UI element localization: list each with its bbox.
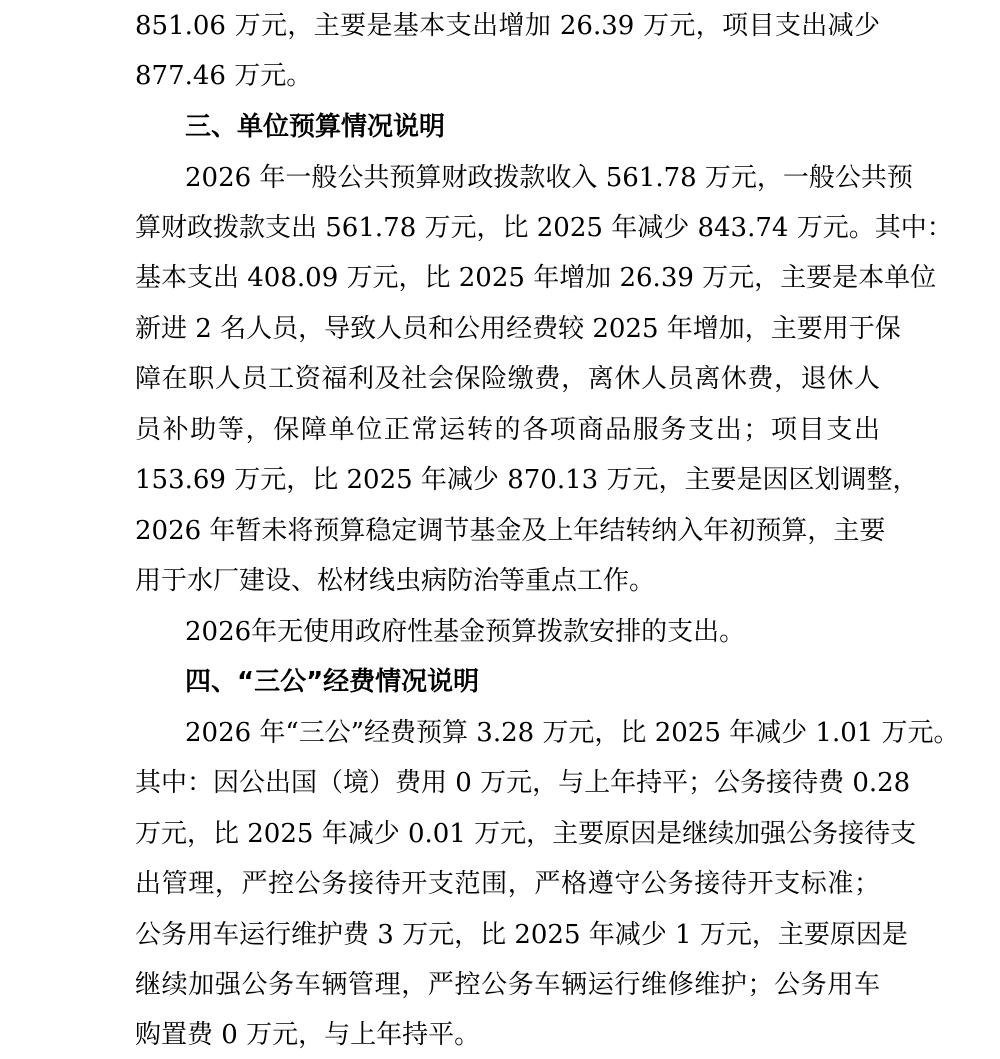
text-line: 新进 2 名人员，导致人员和公用经费较 2025 年增加，主要用于保 <box>135 314 901 344</box>
text-line: 万元，比 2025 年减少 0.01 万元，主要原因是继续加强公务接待支 <box>135 819 917 849</box>
text-line: 公务用车运行维护费 3 万元，比 2025 年减少 1 万元，主要原因是 <box>135 920 908 950</box>
text-line: 2026 年“三公”经费预算 3.28 万元，比 2025 年减少 1.01 万元。 <box>185 718 960 748</box>
text-line: 其中：因公出国（境）费用 0 万元，与上年持平；公务接待费 0.28 <box>135 768 911 798</box>
text-line: 877.46 万元。 <box>135 61 313 91</box>
text-line: 障在职人员工资福利及社会保险缴费，离休人员离休费，退休人 <box>135 364 880 394</box>
section-heading-three-public-expenses: 四、“三公”经费情况说明 <box>185 667 480 697</box>
text-line: 851.06 万元，主要是基本支出增加 26.39 万元，项目支出减少 <box>135 11 880 41</box>
text-line: 出管理，严控公务接待开支范围，严格遵守公务接待开支标准； <box>135 869 880 899</box>
text-line: 2026 年暂未将预算稳定调节基金及上年结转纳入年初预算，主要 <box>135 516 886 546</box>
section-heading-unit-budget: 三、单位预算情况说明 <box>185 112 446 142</box>
text-line: 基本支出 408.09 万元，比 2025 年增加 26.39 万元，主要是本单位 <box>135 263 937 293</box>
text-line: 员补助等，保障单位正常运转的各项商品服务支出；项目支出 <box>135 415 880 445</box>
text-line: 153.69 万元，比 2025 年减少 870.13 万元，主要是因区划调整， <box>135 465 919 495</box>
text-line: 用于水厂建设、松材线虫病防治等重点工作。 <box>135 566 656 596</box>
text-line: 算财政拨款支出 561.78 万元，比 2025 年减少 843.74 万元。其中： <box>135 213 953 243</box>
text-line: 购置费 0 万元，与上年持平。 <box>135 1020 481 1050</box>
text-line: 继续加强公务车辆管理，严控公务车辆运行维修维护；公务用车 <box>135 970 880 1000</box>
text-line: 2026年无使用政府性基金预算拨款安排的支出。 <box>185 617 746 647</box>
text-line: 2026 年一般公共预算财政拨款收入 561.78 万元，一般公共预 <box>185 163 913 193</box>
